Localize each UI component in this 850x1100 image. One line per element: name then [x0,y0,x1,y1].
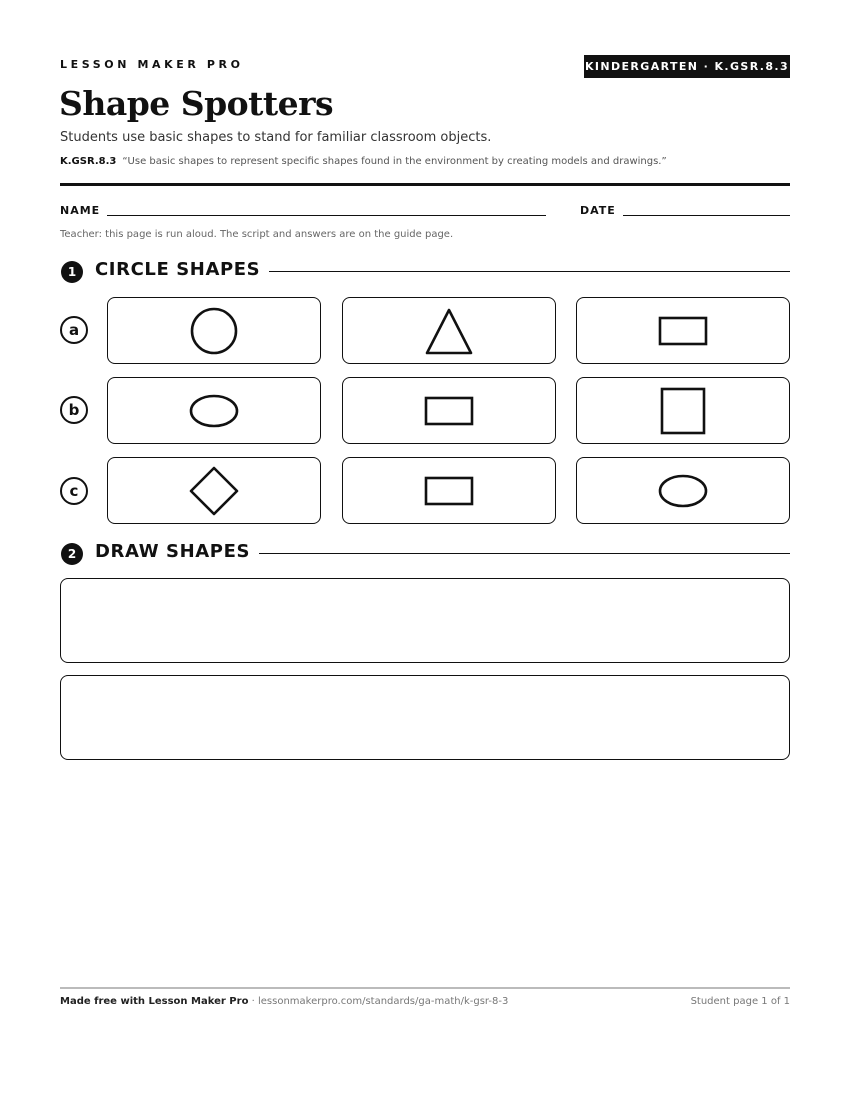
teacher-note: Teacher: this page is run aloud. The script and answers are on the guide page. [60,229,454,240]
row-label-b: b [60,396,88,424]
shape-card-b3[interactable] [576,377,790,444]
row-label-a: a [60,316,88,344]
footer-divider [60,987,790,989]
circle-icon [184,301,244,361]
grade-badge: KINDERGARTEN · K.GSR.8.3 [584,55,790,78]
shape-card-b2[interactable] [342,377,556,444]
shape-card-b1[interactable] [107,377,321,444]
standard-text: “Use basic shapes to represent specific shapes found in the environment by creating models and drawings.” [122,156,667,167]
rectangle-icon [653,311,713,351]
section-2-title: DRAW SHAPES [95,541,251,562]
worksheet-subtitle: Students use basic shapes to stand for familiar classroom objects. [60,130,492,145]
date-label: DATE [580,204,616,217]
header-divider [60,183,790,186]
drawing-box-1[interactable] [60,578,790,663]
section-1-rule [269,271,790,272]
drawing-box-2[interactable] [60,675,790,760]
footer-url[interactable]: lessonmakerpro.com/standards/ga-math/k-gsr-8-3 [257,996,509,1007]
shape-card-a1[interactable] [107,297,321,364]
date-field[interactable] [623,215,790,216]
footer-credit [60,996,508,1007]
worksheet-title: Shape Spotters [59,84,334,123]
footer-separator: · [248,996,258,1007]
section-1-title: CIRCLE SHAPES [95,259,261,280]
section-1-number: 1 [61,261,83,283]
rectangle-icon [419,391,479,431]
standard-statement [60,156,667,167]
section-2-number: 2 [61,543,83,565]
section-2-rule [259,553,790,554]
name-label: NAME [60,204,101,217]
brand-name: LESSON MAKER PRO [60,58,244,71]
shape-card-c3[interactable] [576,457,790,524]
shape-card-c1[interactable] [107,457,321,524]
row-label-c: c [60,477,88,505]
square-icon [653,383,713,439]
name-field[interactable] [107,215,546,216]
diamond-icon [184,461,244,521]
oval-icon [653,471,713,511]
rectangle-icon [419,471,479,511]
footer-made-with: Made free with Lesson Maker Pro [60,996,249,1007]
triangle-icon [419,301,479,361]
shape-card-c2[interactable] [342,457,556,524]
oval-icon [184,391,244,431]
shape-card-a2[interactable] [342,297,556,364]
shape-card-a3[interactable] [576,297,790,364]
standard-code: K.GSR.8.3 [60,156,117,167]
page-indicator: Student page 1 of 1 [690,996,790,1007]
